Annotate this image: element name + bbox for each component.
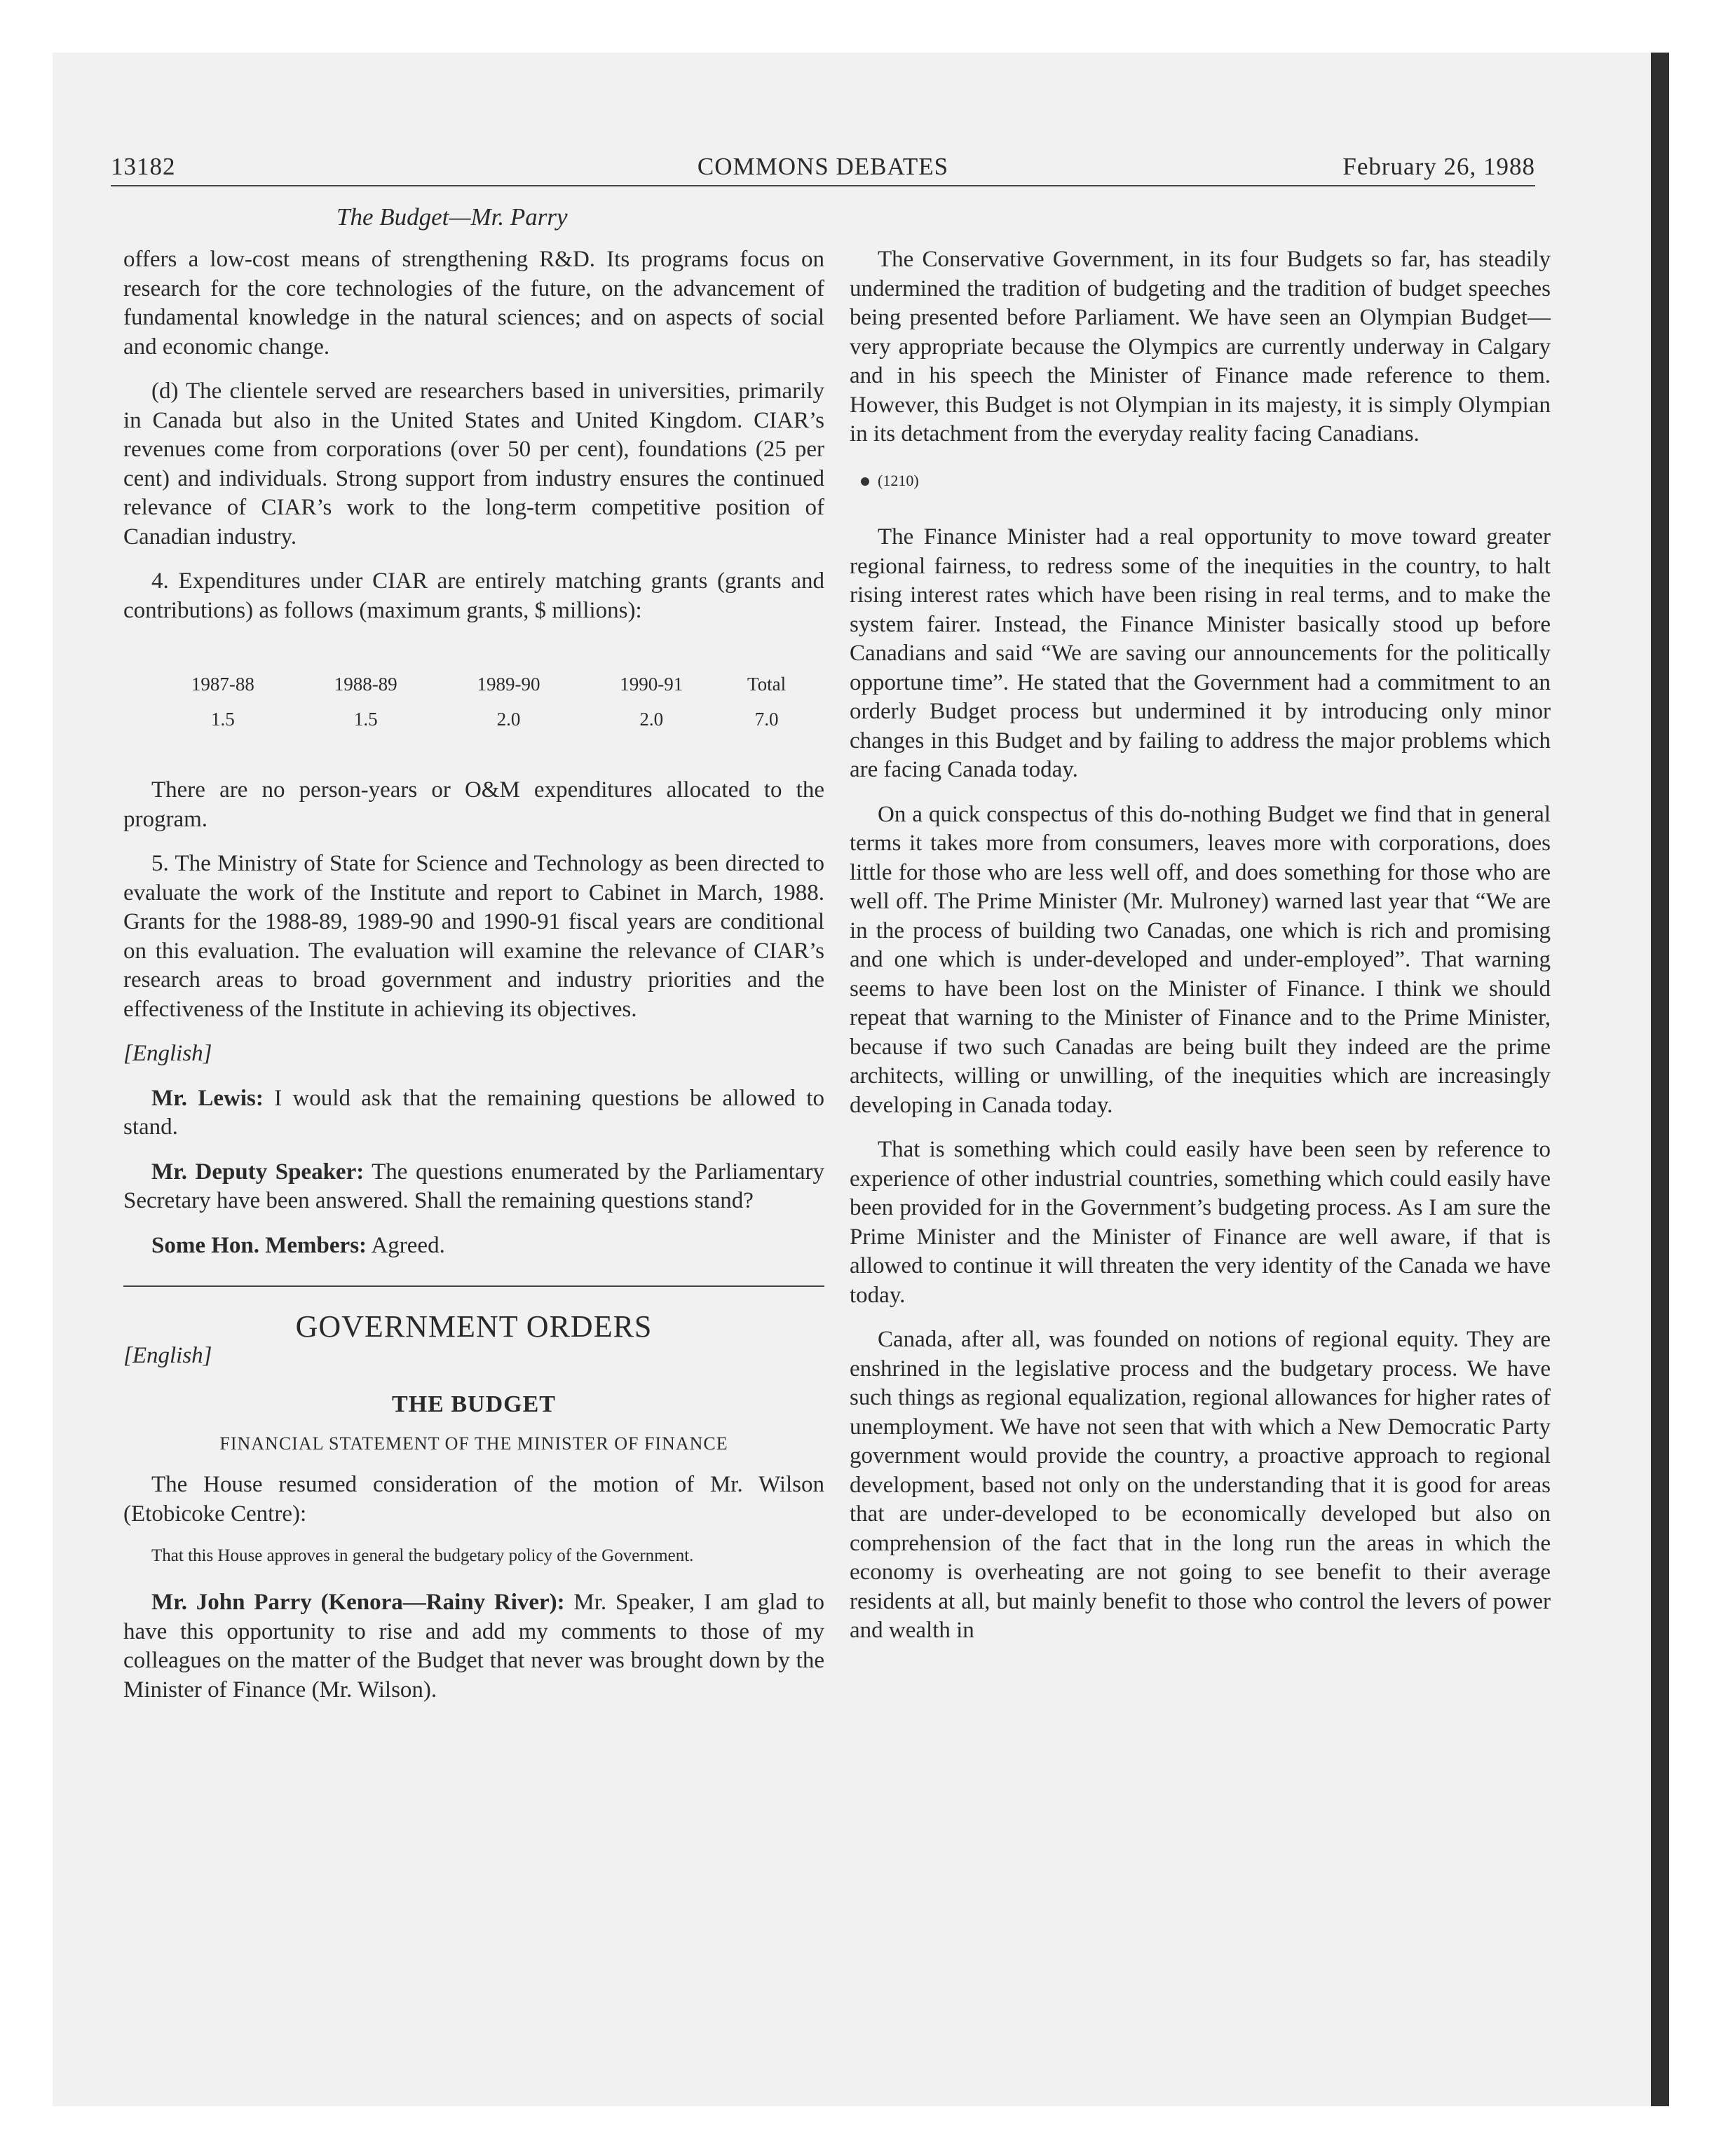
speaker-name: Mr. John Parry (Kenora—Rainy River): [151,1590,565,1615]
running-head: The Budget—Mr. Parry [336,203,568,231]
table-cell: 1.5 [211,708,235,730]
speech-deputy-speaker [123,1158,824,1216]
speech-parry [123,1588,824,1705]
paragraph: 5. The Ministry of State for Science and Technology as been directed to evaluate the work of the Institute and report to Cabinet in March, 1988. Grants for the 1988-89, 1989-90 and 1990-91 fiscal years are conditional on this evaluation. The evaluation will examine the relevance of CIAR’s research areas to broad government and industry priorities and the effectiveness of the Institute in achieving its objectives. [123,851,824,1022]
language-marker: [English] [123,1041,212,1066]
paragraph: offers a low-cost means of strengthening R&D. Its programs focus on research for the core technologies of the future, on the advancement of fundamental knowledge in the natural sciences; and on aspects of social and economic change. [123,247,824,360]
table-header-cell: 1988-89 [334,674,397,695]
section-rule [123,1285,824,1287]
paragraph: The House resumed consideration of the motion of Mr. Wilson (Etobicoke Centre): [123,1472,824,1527]
speaker-name: Mr. Lewis: [151,1085,264,1111]
speech-text: Mr. Speaker, I am glad to have this opportunity to rise and add my comments to those of my colleagues on the matter of the Budget that never was brought down by the Minister of Finance (Mr. Wilson). [123,1590,824,1703]
paragraph: There are no person-years or O&M expenditures allocated to the program. [123,777,824,832]
table-cell: 7.0 [754,708,779,730]
table-header-cell: Total [747,674,787,695]
publication-date: February 26, 1988 [1342,153,1535,180]
page-number: 13182 [111,153,176,180]
speaker-name: Mr. Deputy Speaker: [151,1159,365,1185]
paragraph: The Finance Minister had a real opportunity to move toward greater regional fairness, to redress some of the inequities in the country, to halt rising interest rates which have been rising in real terms, and to make the system fairer. Instead, the Finance Minister basically stood up before Canadians and said “We are saving our announcements for the politically opportune time”. He stated that the Government had a commitment to an orderly Budget process but undermined it by introducing only minor changes in this Budget and by failing to address the major problems which are facing Canada today. [850,524,1551,782]
time-stamp: (1210) [878,471,919,489]
grants-table [151,667,810,737]
speech-lewis [123,1084,824,1142]
paragraph: That is something which could easily have been seen by reference to experience of other industrial countries, something which could easily have been provided for in the Government’s budgeting process. As I am sure the Prime Minister and the Minister of Finance are well aware, if that is allowed to continue it will threaten the very identity of the Canada we have today. [850,1137,1551,1308]
table-header-cell: 1990-91 [620,674,683,695]
speaker-name: Some Hon. Members: [151,1232,367,1258]
table-cell: 1.5 [353,708,378,730]
scan-edge [1651,53,1669,2106]
table-header-cell: 1989-90 [477,674,540,695]
table-cell: 2.0 [496,708,521,730]
speech-members [123,1231,824,1261]
paragraph: On a quick conspectus of this do-nothing Budget we find that in general terms it takes more from consumers, leaves more with corporations, does little for those who are less well off, and does something for those who are well off. The Prime Minister (Mr. Mulroney) warned last year that “We are in the process of building two Canadas, one which is rich and promising and one which is under-developed and under-employed”. That warning seems to have been lost on the Minister of Finance. I think we should repeat that warning to the Minister of Finance and to the Prime Minister, because if two such Canadas are being built they indeed are the prime architects, willing or unwilling, of the inequities which are increasingly developing in Canada today. [850,801,1551,1118]
paragraph: (d) The clientele served are researchers based in universities, primarily in Canada but also in the United States and United Kingdom. CIAR’s revenues come from corporations (over 50 per cent), foundations (25 per cent) and individuals. Strong support from industry ensures the continued relevance of CIAR’s work to the long-term competitive position of Canadian industry. [123,378,824,550]
publication-title: COMMONS DEBATES [697,153,949,180]
financial-statement-heading: FINANCIAL STATEMENT OF THE MINISTER OF FINANCE [219,1433,728,1454]
right-column [850,245,1551,1661]
header-rule [111,185,1535,186]
page-header [111,153,1535,188]
paragraph: Canada, after all, was founded on notions of regional equity. They are enshrined in the legislative process and the budgetary process. We have such things as regional equalization, regional allowances for higher rates of unemployment. We have not seen that with which a New Democratic Party government would provide the country, a proactive approach to regional development, based not only on the understanding that it is good for areas that are under-developed to be economically developed but also on comprehension of the fact that in the long run the areas in which the economy is overheating are not going to see benefit to their average residents at all, but mainly benefit to those who control the levers of power and wealth in [850,1327,1551,1643]
section-title: GOVERNMENT ORDERS [295,1309,653,1344]
table-header-row [151,667,810,702]
speech-text: Agreed. [367,1232,445,1258]
budget-title: THE BUDGET [392,1391,556,1417]
language-marker: [English] [123,1342,212,1368]
left-column [123,245,824,1720]
motion-quote: That this House approves in general the budgetary policy of the Government. [151,1546,694,1565]
bullet-icon [861,477,869,486]
table-cell: 2.0 [639,708,664,730]
table-header-cell: 1987-88 [191,674,254,695]
table-row [151,702,810,737]
time-marker [861,466,1551,496]
paragraph: The Conservative Government, in its four Budgets so far, has steadily undermined the tradition of budgeting and the tradition of budget speeches being presented before Parliament. We have seen an Olympian Budget—very appropriate because the Olympics are currently underway in Calgary and in his speech the Minister of Finance made reference to them. However, this Budget is not Olympian in its majesty, it is simply Olympian in its detachment from the everyday reality facing Canadians. [850,247,1551,446]
speech-text: The questions enumerated by the Parliamentary Secretary have been answered. Shall the remaining questions stand? [123,1159,825,1213]
speech-text: I would ask that the remaining questions be allowed to stand. [123,1085,824,1140]
paragraph: 4. Expenditures under CIAR are entirely matching grants (grants and contributions) as follows (maximum grants, $ millions): [123,568,824,623]
